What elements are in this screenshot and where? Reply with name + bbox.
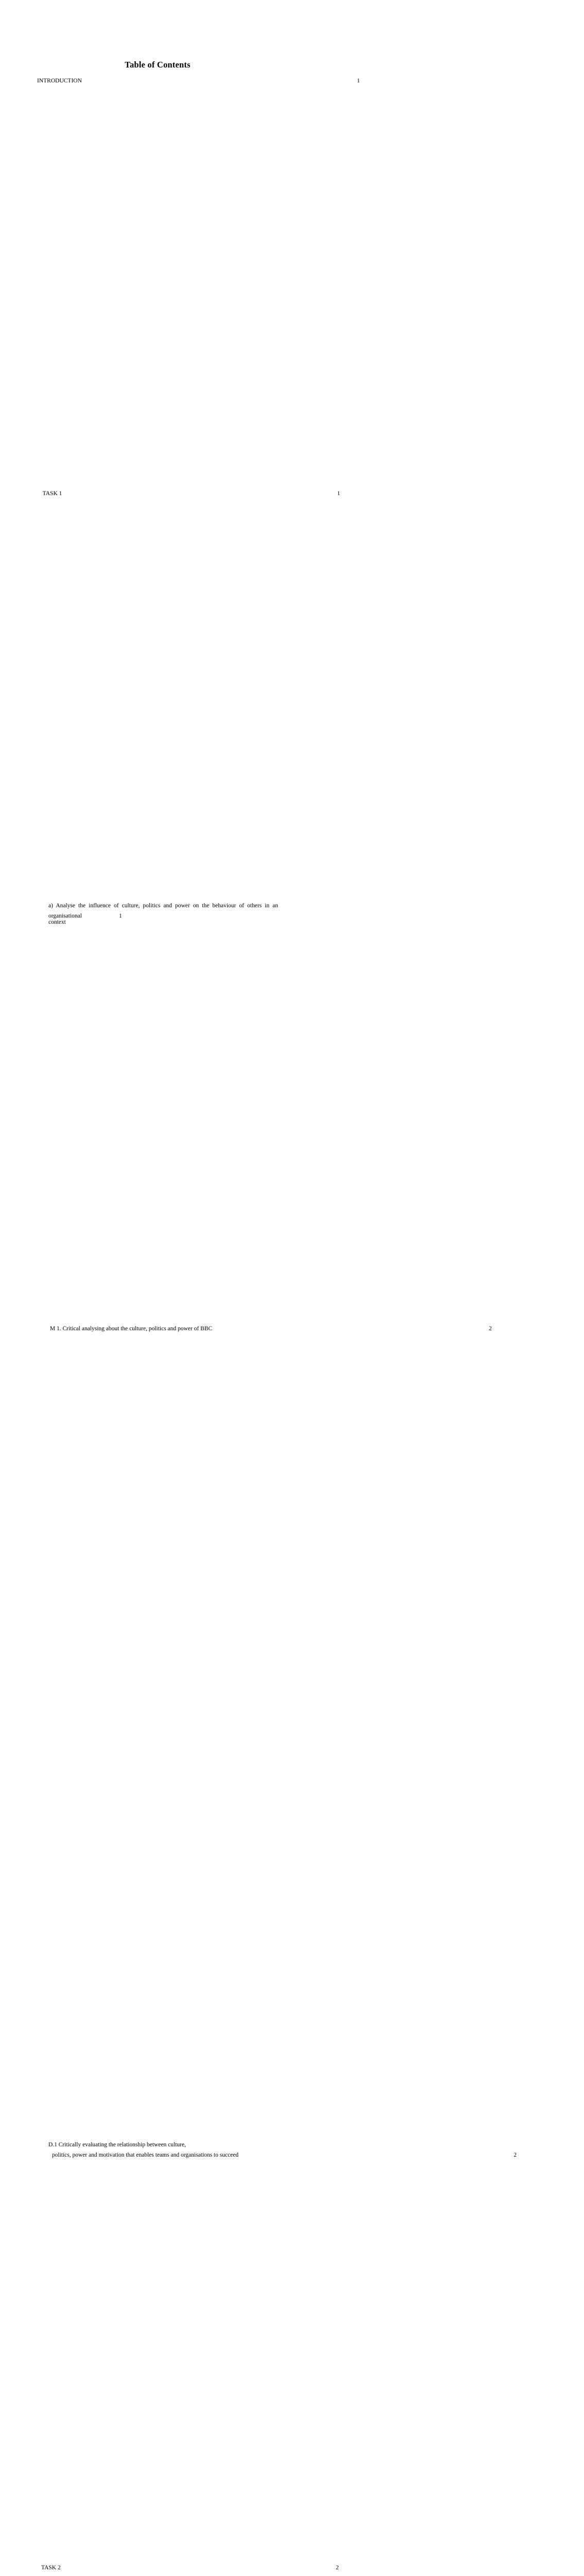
toc-entry-task1-m1[interactable] [48,1326,278,1734]
toc-label: INTRODUCTION [37,78,82,84]
toc-entry-task-2[interactable] [41,2565,278,2576]
page-title: Table of Contents [37,60,278,70]
toc-page-number: 1 [82,78,397,486]
toc-label: M 1. Critical analysing about the culture, politics and power of BBC [48,1326,214,1332]
toc-entry-introduction[interactable] [37,78,278,486]
table-of-contents [37,78,278,2576]
toc-entry-task1-d1[interactable] [48,1738,278,2148]
toc-page-number: 1 [62,491,377,899]
toc-page-number: 2 [61,2565,376,2576]
toc-page-number: 2 [238,2153,554,2561]
toc-label: D.1 Critically evaluating the relationship between culture, [48,2142,186,2148]
toc-entry-task1-a[interactable] [48,903,278,1321]
toc-entry-task-1[interactable] [41,491,278,899]
toc-entry-task1-d1-cont[interactable] [50,2153,278,2561]
toc-page-number: 2 [214,1326,529,1734]
document-page [0,60,315,468]
toc-label-line1: a) Analyse the influence of culture, politics and power on the behaviour of others in an [48,903,278,909]
toc-page-number: 1 [82,913,278,1321]
toc-label: politics, power and motivation that enables teams and organisations to succeed [50,2153,238,2159]
toc-label: TASK 1 [41,491,62,497]
toc-page-number [186,1738,501,2146]
toc-label-line2: organisational context [48,913,82,925]
toc-label: TASK 2 [41,2565,61,2571]
